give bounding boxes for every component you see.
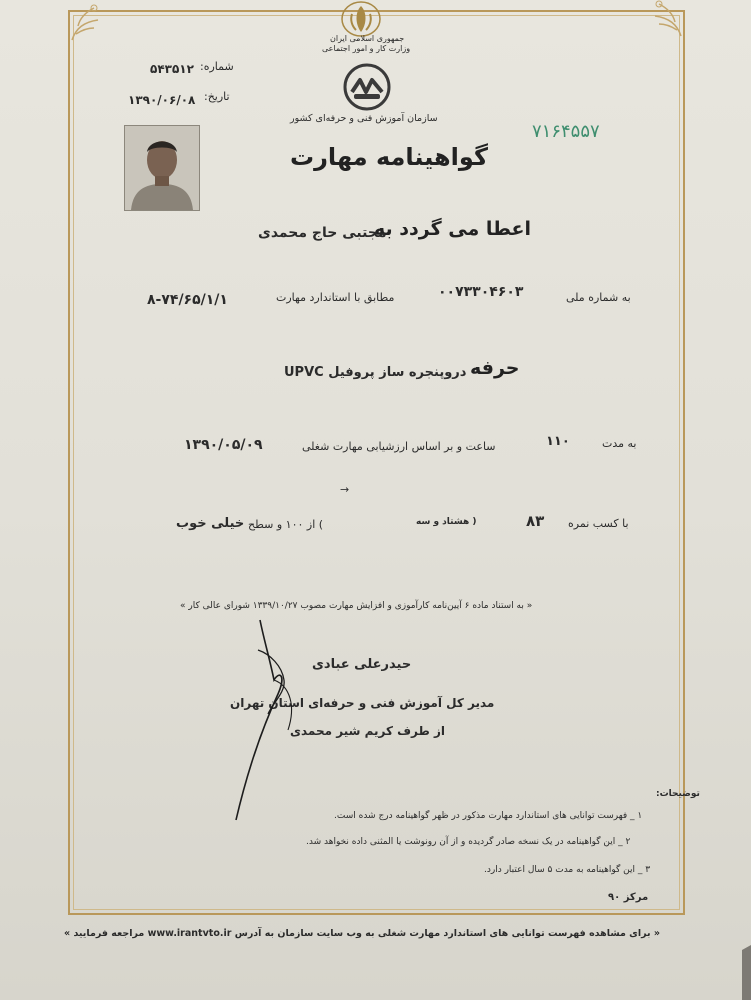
standard-label: مطابق با استاندارد مهارت	[276, 291, 395, 304]
notes-heading: توضیحات:	[656, 789, 700, 799]
trade-value: درو‌پنجره ساز پروفیل UPVC	[284, 365, 467, 380]
note-item-1: ۱ _ فهرست توانایی های استاندارد مهارت مذکور در ظهر گواهینامه درج شده است.	[334, 811, 643, 821]
iran-emblem-icon	[340, 0, 382, 38]
signatory-title: مدیر کل آموزش فنی و حرفه‌ای استان تهران	[230, 696, 495, 710]
ministry-text: وزارت کار و امور اجتماعی	[322, 44, 411, 53]
floral-corner-left-icon	[68, 0, 106, 45]
tvto-logo-icon	[342, 62, 392, 112]
score-label: با کسب نمره	[568, 517, 629, 530]
duration-text: ساعت و بر اساس ارزشیابی مهارت شغلی	[302, 440, 496, 453]
number-value: ۵۴۳۵۱۲	[150, 62, 194, 76]
holder-name: مجتبی حاج محمدی	[258, 225, 387, 241]
score-words: ( هشتاد و سه	[416, 517, 477, 527]
score-suffix: ) از ۱۰۰ و سطح	[248, 518, 324, 531]
center-number: مرکز ۹۰	[608, 892, 649, 903]
signatory-on-behalf: از طرف کریم شیر محمدی	[290, 724, 446, 738]
floral-corner-right-icon	[645, 0, 685, 40]
signature-icon	[200, 610, 320, 830]
date-value: ۱۳۹۰/۰۶/۰۸	[128, 93, 196, 107]
certificate-title: گواهینامه مهارت	[290, 143, 488, 171]
assessment-date: ۱۳۹۰/۰۵/۰۹	[184, 437, 263, 453]
holder-photo	[124, 125, 200, 211]
handwritten-dash: →	[340, 483, 350, 496]
legal-note: « به استناد ماده ۶ آیین‌نامه کارآموزی و افزایش مهارت مصوب ۱۳۳۹/۱۰/۲۷ شورای عالی کار »	[180, 601, 533, 611]
serial-number: ۷۱۶۴۵۵۷	[532, 121, 600, 142]
website-footer: « برای مشاهده فهرست توانایی های استاندارد مهارت شغلی به وب سایت سازمان به آدرس www.irantvto.ir مراجعه فرمایید »	[64, 928, 661, 939]
number-label: شماره:	[200, 60, 234, 73]
republic-text: جمهوری اسلامی ایران	[330, 34, 405, 43]
national-id-value: ۰۰۷۳۳۰۴۶۰۳	[438, 284, 524, 300]
note-item-3: ۳ _ این گواهینامه به مدت ۵ سال اعتبار دارد.	[484, 865, 651, 875]
signatory-name: حیدرعلی عبادی	[312, 657, 412, 672]
score-level: خیلی خوب	[176, 516, 245, 531]
award-prefix: اعطا می گردد به	[374, 218, 531, 240]
trade-label: حرفه	[470, 357, 520, 379]
national-id-label: به شماره ملی	[566, 291, 631, 304]
date-label: تاریخ:	[204, 90, 230, 103]
note-item-2: ۲ _ این گواهینامه در یک نسخه صادر گردیده و از آن رونوشت یا المثنی داده نخواهد شد.	[306, 837, 631, 847]
duration-hours: ۱۱۰	[546, 434, 570, 449]
score-value: ۸۳	[526, 512, 545, 530]
duration-label: به مدت	[602, 437, 637, 450]
standard-code: ۸-۷۴/۶۵/۱/۱	[147, 292, 228, 308]
organization-text: سازمان آموزش فنی و حرفه‌ای کشور	[290, 113, 438, 124]
